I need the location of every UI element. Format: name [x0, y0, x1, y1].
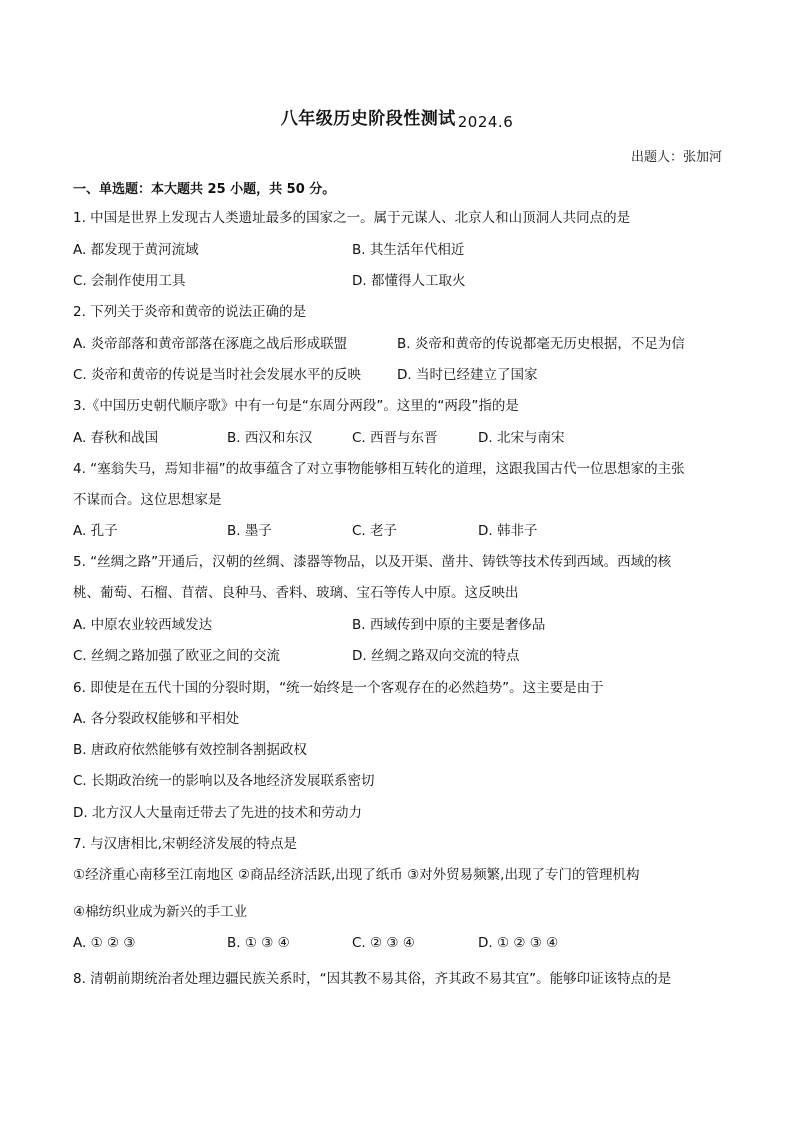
question-7-stem-line-3: ④棉纺织业成为新兴的手工业	[73, 904, 248, 920]
question-3-option-a: A. 春秋和战国	[73, 430, 159, 446]
question-8-stem: 8. 清朝前期统治者处理边疆民族关系时，“因其教不易其俗，齐其政不易其宜”。能够印证该特点的是	[73, 971, 672, 987]
title-date: 2024.6	[457, 113, 514, 131]
question-6-option-a: A. 各分裂政权能够和平相处	[73, 711, 240, 727]
question-6-option-d: D. 北方汉人大量南迁带去了先进的技术和劳动力	[73, 805, 362, 821]
question-5-stem-line-2: 桃、葡萄、石榴、苜蓿、良种马、香料、玻璃、宝石等传人中原。这反映出	[73, 585, 519, 601]
question-4-option-a: A. 孔子	[73, 523, 118, 539]
question-6-option-b: B. 唐政府依然能够有效控制各割据政权	[73, 742, 307, 758]
question-7-option-d: D. ① ② ③ ④	[478, 935, 559, 951]
question-7-option-a: A. ① ② ③	[73, 935, 136, 951]
question-7-stem-line-1: 7. 与汉唐相比,宋朝经济发展的特点是	[73, 836, 297, 852]
question-7-stem-line-2: ①经济重心南移至江南地区 ②商品经济活跃,出现了纸币 ③对外贸易频繁,出现了专门的管理机构	[73, 867, 640, 883]
question-2-option-a: A. 炎帝部落和黄帝部落在涿鹿之战后形成联盟	[73, 336, 348, 352]
question-1-option-a: A. 都发现于黄河流域	[73, 242, 199, 258]
question-2-stem: 2. 下列关于炎帝和黄帝的说法正确的是	[73, 304, 307, 320]
question-2-option-c: C. 炎帝和黄帝的传说是当时社会发展水平的反映	[73, 367, 362, 383]
question-2-option-d: D. 当时已经建立了国家	[397, 367, 538, 383]
question-7-option-c: C. ② ③ ④	[352, 935, 415, 951]
question-1-option-b: B. 其生活年代相近	[352, 242, 465, 258]
question-4-option-d: D. 韩非子	[478, 523, 538, 539]
question-3-option-d: D. 北宋与南宋	[478, 430, 565, 446]
question-2-option-b: B. 炎帝和黄帝的传说都毫无历史根据，不足为信	[397, 336, 685, 352]
author-label: 出题人：张加河	[630, 150, 722, 165]
section-heading: 一、单选题：本大题共 25 小题，共 50 分。	[73, 182, 336, 197]
question-6-stem: 6. 即使是在五代十国的分裂时期，“统一始终是一个客观存在的必然趋势”。这主要是由于	[73, 680, 604, 696]
question-7-option-b: B. ① ③ ④	[227, 935, 290, 951]
page-title	[0, 104, 794, 129]
question-1-option-c: C. 会制作使用工具	[73, 273, 186, 289]
question-4-option-c: C. 老子	[352, 523, 398, 539]
title-text: 八年级历史阶段性测试	[280, 109, 456, 129]
question-5-option-a: A. 中原农业较西域发达	[73, 617, 213, 633]
question-4-stem-line-2: 不谋而合。这位思想家是	[73, 492, 222, 508]
question-5-option-d: D. 丝绸之路双向交流的特点	[352, 648, 520, 664]
question-5-option-b: B. 西域传到中原的主要是奢侈品	[352, 617, 546, 633]
question-3-stem: 3.《中国历史朝代顺序歌》中有一句是“东周分两段”。这里的“两段”指的是	[73, 398, 519, 414]
question-4-stem-line-1: 4. “塞翁失马，焉知非福”的故事蕴含了对立事物能够相互转化的道理，这跟我国古代一位思想家的主张	[73, 461, 685, 477]
question-5-stem-line-1: 5. “丝绸之路”开通后，汉朝的丝绸、漆器等物品，以及开渠、凿井、铸铁等技术传到西域。西域的核	[73, 554, 672, 570]
question-6-option-c: C. 长期政治统一的影响以及各地经济发展联系密切	[73, 773, 375, 789]
question-1-stem: 1. 中国是世界上发现古人类遗址最多的国家之一。属于元谋人、北京人和山顶洞人共同点的是	[73, 210, 631, 226]
question-3-option-c: C. 西晋与东晋	[352, 430, 438, 446]
question-1-option-d: D. 都懂得人工取火	[352, 273, 466, 289]
question-5-option-c: C. 丝绸之路加强了欧亚之间的交流	[73, 648, 281, 664]
question-4-option-b: B. 墨子	[227, 523, 272, 539]
question-3-option-b: B. 西汉和东汉	[227, 430, 313, 446]
